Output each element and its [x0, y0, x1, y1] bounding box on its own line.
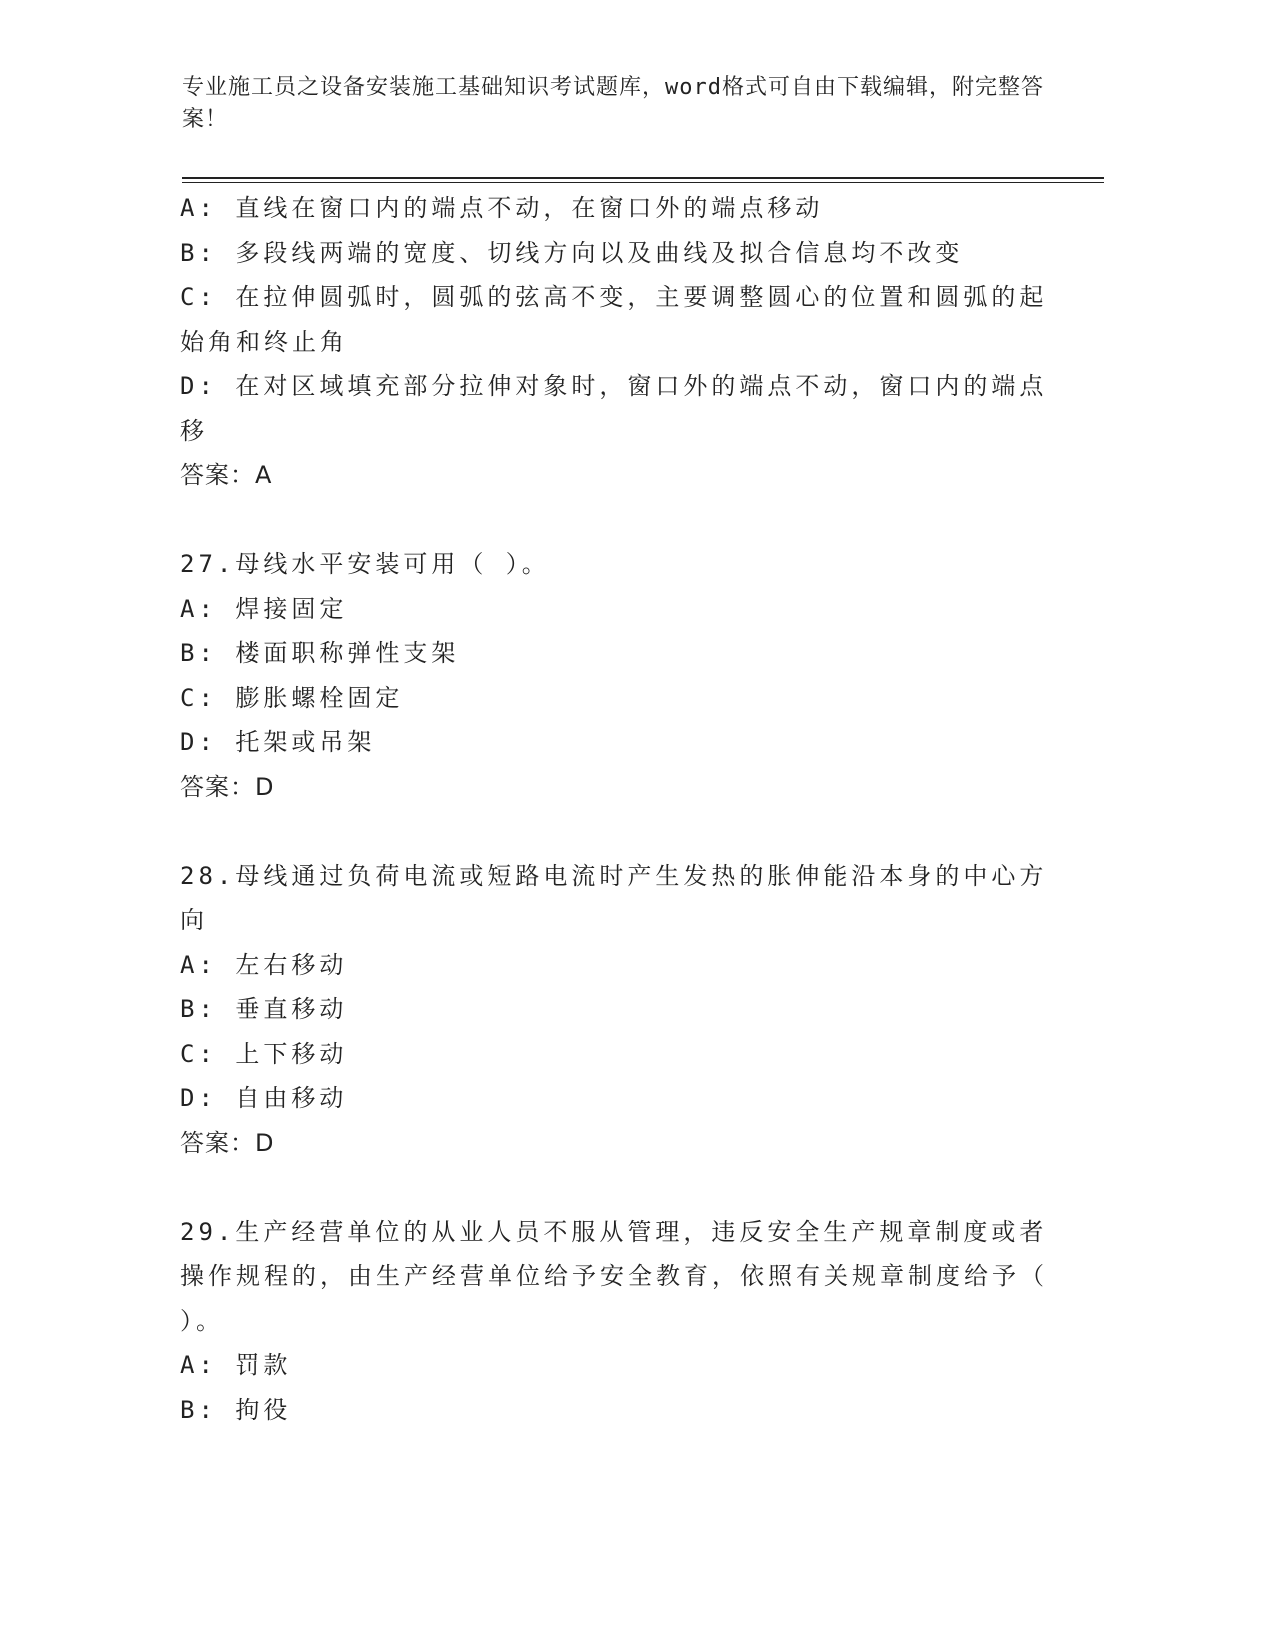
header-rule-thin	[182, 182, 1104, 183]
option-a: A: 直线在窗口内的端点不动，在窗口外的端点移动	[180, 194, 824, 222]
document-header: 专业施工员之设备安装施工基础知识考试题库，word格式可自由下载编辑，附完整答案！	[182, 75, 1044, 132]
option-b: B: 拘役	[180, 1395, 292, 1424]
answer-line: 答案：A	[180, 461, 273, 489]
question-26-block	[180, 186, 1050, 498]
option-b: B: 楼面职称弹性支架	[180, 639, 460, 667]
answer-line: 答案：D	[180, 772, 275, 801]
question-text: 29.生产经营单位的从业人员不服从管理，违反安全生产规章制度或者操作规程的，由生产经营单位给予安全教育，依照有关规章制度给予（ ）。	[180, 1217, 1067, 1335]
option-d: D: 在对区域填充部分拉伸对象时，窗口外的端点不动，窗口内的端点移	[180, 372, 1048, 445]
spacer	[180, 1165, 1050, 1210]
option-a: A: 焊接固定	[180, 594, 348, 623]
question-28-block	[180, 854, 1050, 1166]
question-27-block	[180, 542, 1050, 809]
option-c: C: 膨胀螺栓固定	[180, 683, 404, 712]
option-a: A: 罚款	[180, 1351, 292, 1379]
header-rule-thick	[182, 177, 1104, 179]
spacer	[180, 498, 1050, 543]
question-29-block	[180, 1210, 1067, 1433]
option-a: A: 左右移动	[180, 950, 348, 979]
option-d: D: 托架或吊架	[180, 728, 376, 756]
answer-line: 答案：D	[180, 1128, 275, 1157]
question-text: 27.母线水平安装可用（ ）。	[180, 550, 550, 578]
question-list	[180, 186, 1067, 1432]
spacer	[180, 809, 1050, 854]
question-text: 28.母线通过负荷电流或短路电流时产生发热的胀伸能沿本身的中心方向	[180, 861, 1048, 934]
option-b: B: 多段线两端的宽度、切线方向以及曲线及拟合信息均不改变	[180, 238, 964, 267]
option-c: C: 在拉伸圆弧时，圆弧的弦高不变，主要调整圆心的位置和圆弧的起始角和终止角	[180, 283, 1048, 356]
option-d: D: 自由移动	[180, 1084, 348, 1112]
option-c: C: 上下移动	[180, 1039, 348, 1068]
option-b: B: 垂直移动	[180, 995, 348, 1023]
